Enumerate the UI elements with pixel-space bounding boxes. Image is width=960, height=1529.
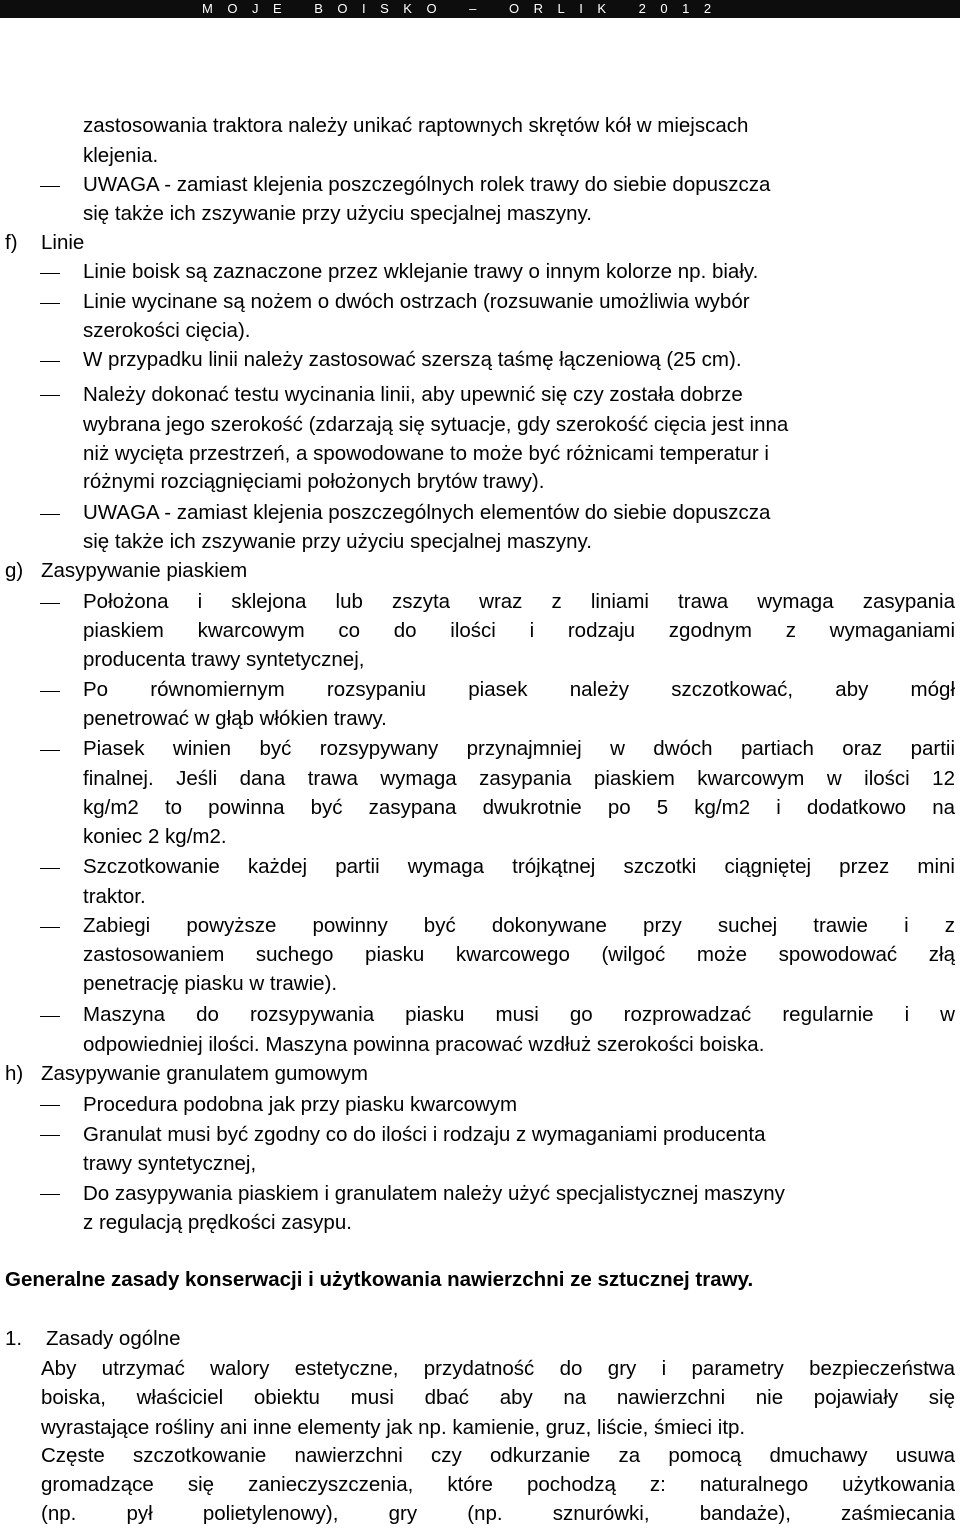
section-title-zasypywanie-granulatem: Zasypywanie granulatem gumowym	[41, 1062, 368, 1085]
section-title-zasady-ogolne: Zasady ogólne	[46, 1327, 181, 1350]
text-line: penetrować w głąb włókien trawy.	[83, 707, 387, 730]
text-line: finalnej. Jeśli dana trawa wymaga zasypania piaskiem kwarcowym w ilości 12	[83, 767, 955, 790]
dash-bullet	[40, 395, 60, 396]
dash-bullet	[40, 273, 60, 274]
dash-bullet	[40, 1016, 60, 1017]
text-line: się także ich zszywanie przy użyciu specjalnej maszyny.	[83, 530, 592, 553]
text-line: Procedura podobna jak przy piasku kwarcowym	[83, 1093, 518, 1116]
text-line: piaskiem kwarcowym co do ilości i rodzaju zgodnym z wymaganiami	[83, 619, 955, 642]
text-line: zastosowaniem suchego piasku kwarcowego (wilgoć może spowodować złą	[83, 943, 955, 966]
section-title-linie: Linie	[41, 231, 85, 254]
paragraph-line: Częste szczotkowanie nawierzchni czy odkurzanie za pomocą dmuchawy usuwa	[41, 1444, 955, 1467]
text-line: Granulat musi być zgodny co do ilości i rodzaju z wymaganiami producenta	[83, 1123, 766, 1146]
text-line: Linie wycinane są nożem o dwóch ostrzach (rozsuwanie umożliwia wybór	[83, 290, 750, 313]
dash-bullet	[40, 750, 60, 751]
text-line: Do zasypywania piaskiem i granulatem należy użyć specjalistycznej maszyny	[83, 1182, 785, 1205]
text-line: Piasek winien być rozsypywany przynajmniej w dwóch partiach oraz partii	[83, 737, 955, 760]
dash-bullet	[40, 691, 60, 692]
paragraph-line: wyrastające rośliny ani inne elementy jak np. kamienie, gruz, liście, śmieci itp.	[41, 1416, 746, 1439]
text-line: Zabiegi powyższe powinny być dokonywane przy suchej trawie i z	[83, 914, 955, 937]
dash-bullet	[40, 514, 60, 515]
text-line: Maszyna do rozsypywania piasku musi go rozprowadzać regularnie i w	[83, 1003, 955, 1026]
text-line: penetrację piasku w trawie).	[83, 972, 338, 995]
dash-bullet	[40, 927, 60, 928]
list-marker: h)	[5, 1062, 24, 1085]
text-line: się także ich zszywanie przy użyciu specjalnej maszyny.	[83, 202, 592, 225]
text-line: traktor.	[83, 885, 146, 908]
text-line: UWAGA - zamiast klejenia poszczególnych elementów do siebie dopuszcza	[83, 501, 771, 524]
text-line: Po równomiernym rozsypaniu piasek należy szczotkować, aby mógł	[83, 678, 955, 701]
text-line: klejenia.	[83, 144, 159, 167]
dash-bullet	[40, 1194, 60, 1195]
dash-bullet	[40, 303, 60, 304]
text-line: z regulacją prędkości zasypu.	[83, 1211, 352, 1234]
dash-bullet	[40, 1135, 60, 1136]
dash-bullet	[40, 1105, 60, 1106]
dash-bullet	[40, 186, 60, 187]
list-marker: g)	[5, 559, 24, 582]
paragraph-line: Aby utrzymać walory estetyczne, przydatność do gry i parametry bezpieczeństwa	[41, 1357, 955, 1380]
text-line: zastosowania traktora należy unikać raptownych skrętów kół w miejscach	[83, 114, 749, 137]
text-line: Należy dokonać testu wycinania linii, aby upewnić się czy została dobrze	[83, 383, 743, 406]
text-line: szerokości cięcia).	[83, 319, 251, 342]
text-line: UWAGA - zamiast klejenia poszczególnych rolek trawy do siebie dopuszcza	[83, 173, 771, 196]
text-line: producenta trawy syntetycznej,	[83, 648, 365, 671]
section-heading: Generalne zasady konserwacji i użytkowania nawierzchni ze sztucznej trawy.	[5, 1268, 754, 1291]
text-line: niż wycięta przestrzeń, a spowodowane to może być różnicami temperatur i	[83, 442, 769, 465]
text-line: kg/m2 to powinna być zasypana dwukrotnie po 5 kg/m2 i dodatkowo na	[83, 796, 955, 819]
dash-bullet	[40, 868, 60, 869]
text-line: Położona i sklejona lub zszyta wraz z liniami trawa wymaga zasypania	[83, 590, 955, 613]
text-line: odpowiedniej ilości. Maszyna powinna pracować wzdłuż szerokości boiska.	[83, 1033, 765, 1056]
text-line: Szczotkowanie każdej partii wymaga trójkątnej szczotki ciągniętej przez mini	[83, 855, 955, 878]
text-line: koniec 2 kg/m2.	[83, 825, 227, 848]
text-line: trawy syntetycznej,	[83, 1152, 257, 1175]
header-title: MOJE BOISKO – ORLIK 2012	[202, 1, 726, 16]
text-line: Linie boisk są zaznaczone przez wklejanie trawy o innym kolorze np. biały.	[83, 260, 759, 283]
list-marker: f)	[5, 231, 18, 254]
text-line: W przypadku linii należy zastosować szerszą taśmę łączeniową (25 cm).	[83, 348, 742, 371]
section-title-zasypywanie-piaskiem: Zasypywanie piaskiem	[41, 559, 248, 582]
page-header-banner	[0, 0, 960, 18]
dash-bullet	[40, 603, 60, 604]
paragraph-line: gromadzące się zanieczyszczenia, które pochodzą z: naturalnego użytkowania	[41, 1473, 955, 1496]
paragraph-line: (np. pył polietylenowy), gry (np. sznurówki, bandaże), zaśmiecania	[41, 1502, 955, 1525]
paragraph-line: boiska, właściciel obiektu musi dbać aby na nawierzchni nie pojawiały się	[41, 1386, 955, 1409]
dash-bullet	[40, 361, 60, 362]
list-marker: 1.	[5, 1327, 23, 1350]
text-line: różnymi rozciągnięciami położonych brytów trawy).	[83, 470, 545, 493]
text-line: wybrana jego szerokość (zdarzają się sytuacje, gdy szerokość cięcia jest inna	[83, 413, 789, 436]
